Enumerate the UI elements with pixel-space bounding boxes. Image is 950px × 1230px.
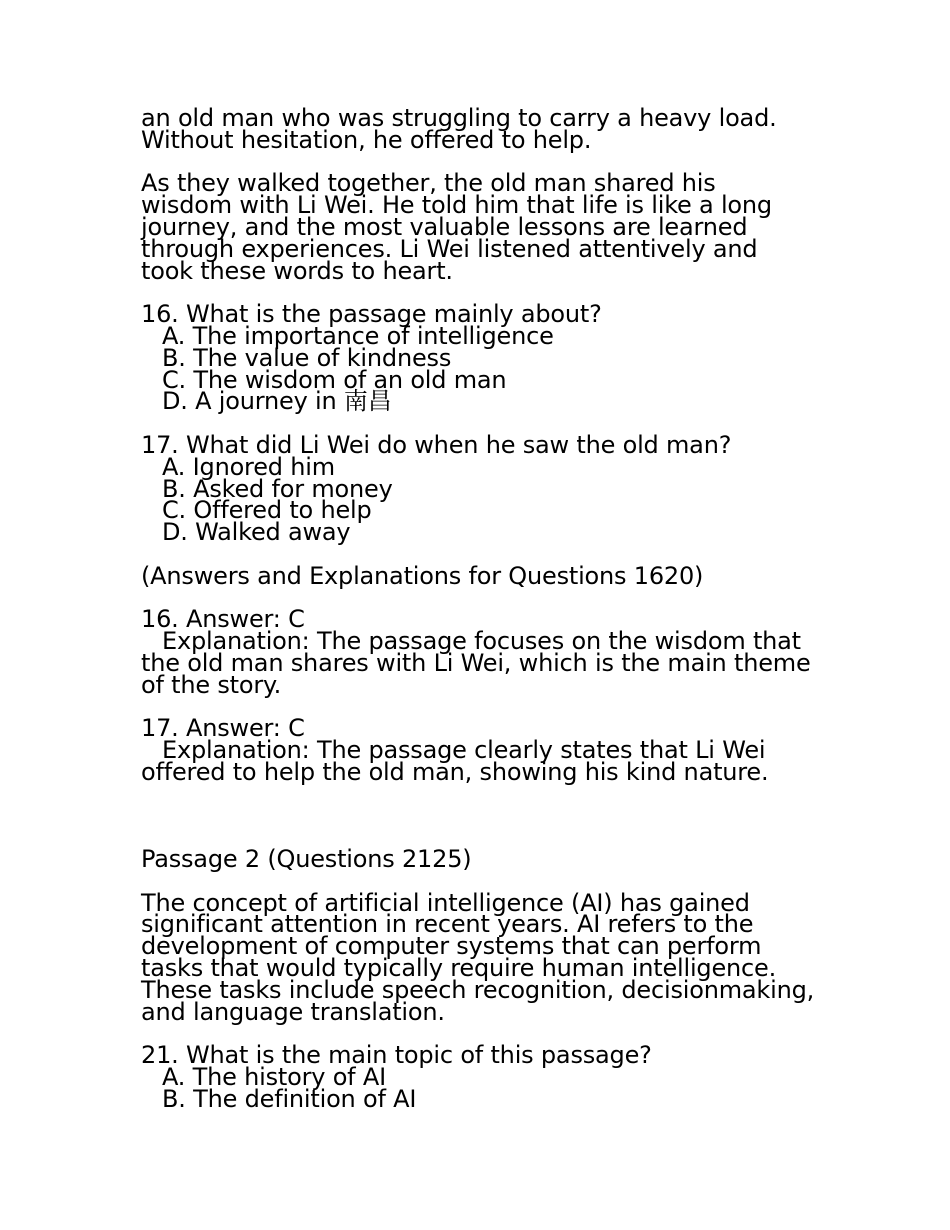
explanation-line: the old man shares with Li Wei, which is the main theme	[141, 648, 811, 677]
section-spacer	[141, 806, 841, 850]
text-line: Without hesitation, he offered to help.	[141, 125, 592, 154]
question-17	[141, 430, 841, 547]
question-text: 21. What is the main topic of this passage?	[141, 1041, 652, 1070]
text-line: As they walked together, the old man shared his	[141, 169, 716, 198]
answer-16	[141, 605, 841, 699]
answer-option: A. The importance of intelligence	[162, 321, 554, 350]
explanation-line: Explanation: The passage clearly states that Li Wei	[162, 736, 766, 765]
answer-option: A. Ignored him	[162, 452, 335, 481]
explanation-line: of the story.	[141, 670, 282, 699]
passage2-heading	[141, 845, 841, 874]
text-line: journey, and the most valuable lessons are learned	[141, 212, 748, 241]
explanation-line: offered to help the old man, showing his kind nature.	[141, 757, 769, 786]
answer-option: A. The history of AI	[162, 1063, 386, 1092]
text-line: took these words to heart.	[141, 256, 453, 285]
question-21	[141, 1041, 841, 1113]
text-line: wisdom with Li Wei. He told him that life is like a long	[141, 191, 772, 220]
answer-option: C. Offered to help	[162, 496, 372, 525]
answer-option: D. A journey in 南昌	[162, 387, 392, 416]
passage1-paragraph-1	[141, 104, 841, 154]
question-text: 17. What did Li Wei do when he saw the old man?	[141, 430, 732, 459]
answer-option: B. The value of kindness	[162, 343, 452, 372]
answer-option: D. Walked away	[162, 518, 351, 547]
answer-text: 16. Answer: C	[141, 605, 305, 634]
answer-option: C. The wisdom of an old man	[162, 365, 507, 394]
passage2-paragraph	[141, 888, 841, 1026]
text-line: and language translation.	[141, 997, 445, 1026]
text-line: an old man who was struggling to carry a heavy load.	[141, 104, 777, 132]
answer-option: B. Asked for money	[162, 474, 393, 503]
heading-text: (Answers and Explanations for Questions 1620)	[141, 561, 704, 590]
text-line: through experiences. Li Wei listened attentively and	[141, 234, 758, 263]
text-line: These tasks include speech recognition, decisionmaking,	[141, 975, 815, 1004]
document-page	[141, 104, 841, 1132]
text-line: tasks that would typically require human intelligence.	[141, 954, 777, 983]
heading-text: Passage 2 (Questions 2125)	[141, 845, 472, 874]
answer-text: 17. Answer: C	[141, 714, 305, 743]
text-line: The concept of artificial intelligence (AI) has gained	[141, 888, 750, 917]
answers-heading	[141, 561, 841, 590]
answer-17	[141, 714, 841, 786]
question-16	[141, 300, 841, 416]
passage1-paragraph-2	[141, 169, 841, 285]
text-line: significant attention in recent years. AI refers to the	[141, 910, 754, 939]
text-line: development of computer systems that can perform	[141, 932, 762, 961]
answer-option: B. The definition of AI	[162, 1084, 417, 1113]
question-text: 16. What is the passage mainly about?	[141, 300, 602, 329]
explanation-line: Explanation: The passage focuses on the wisdom that	[162, 627, 801, 656]
